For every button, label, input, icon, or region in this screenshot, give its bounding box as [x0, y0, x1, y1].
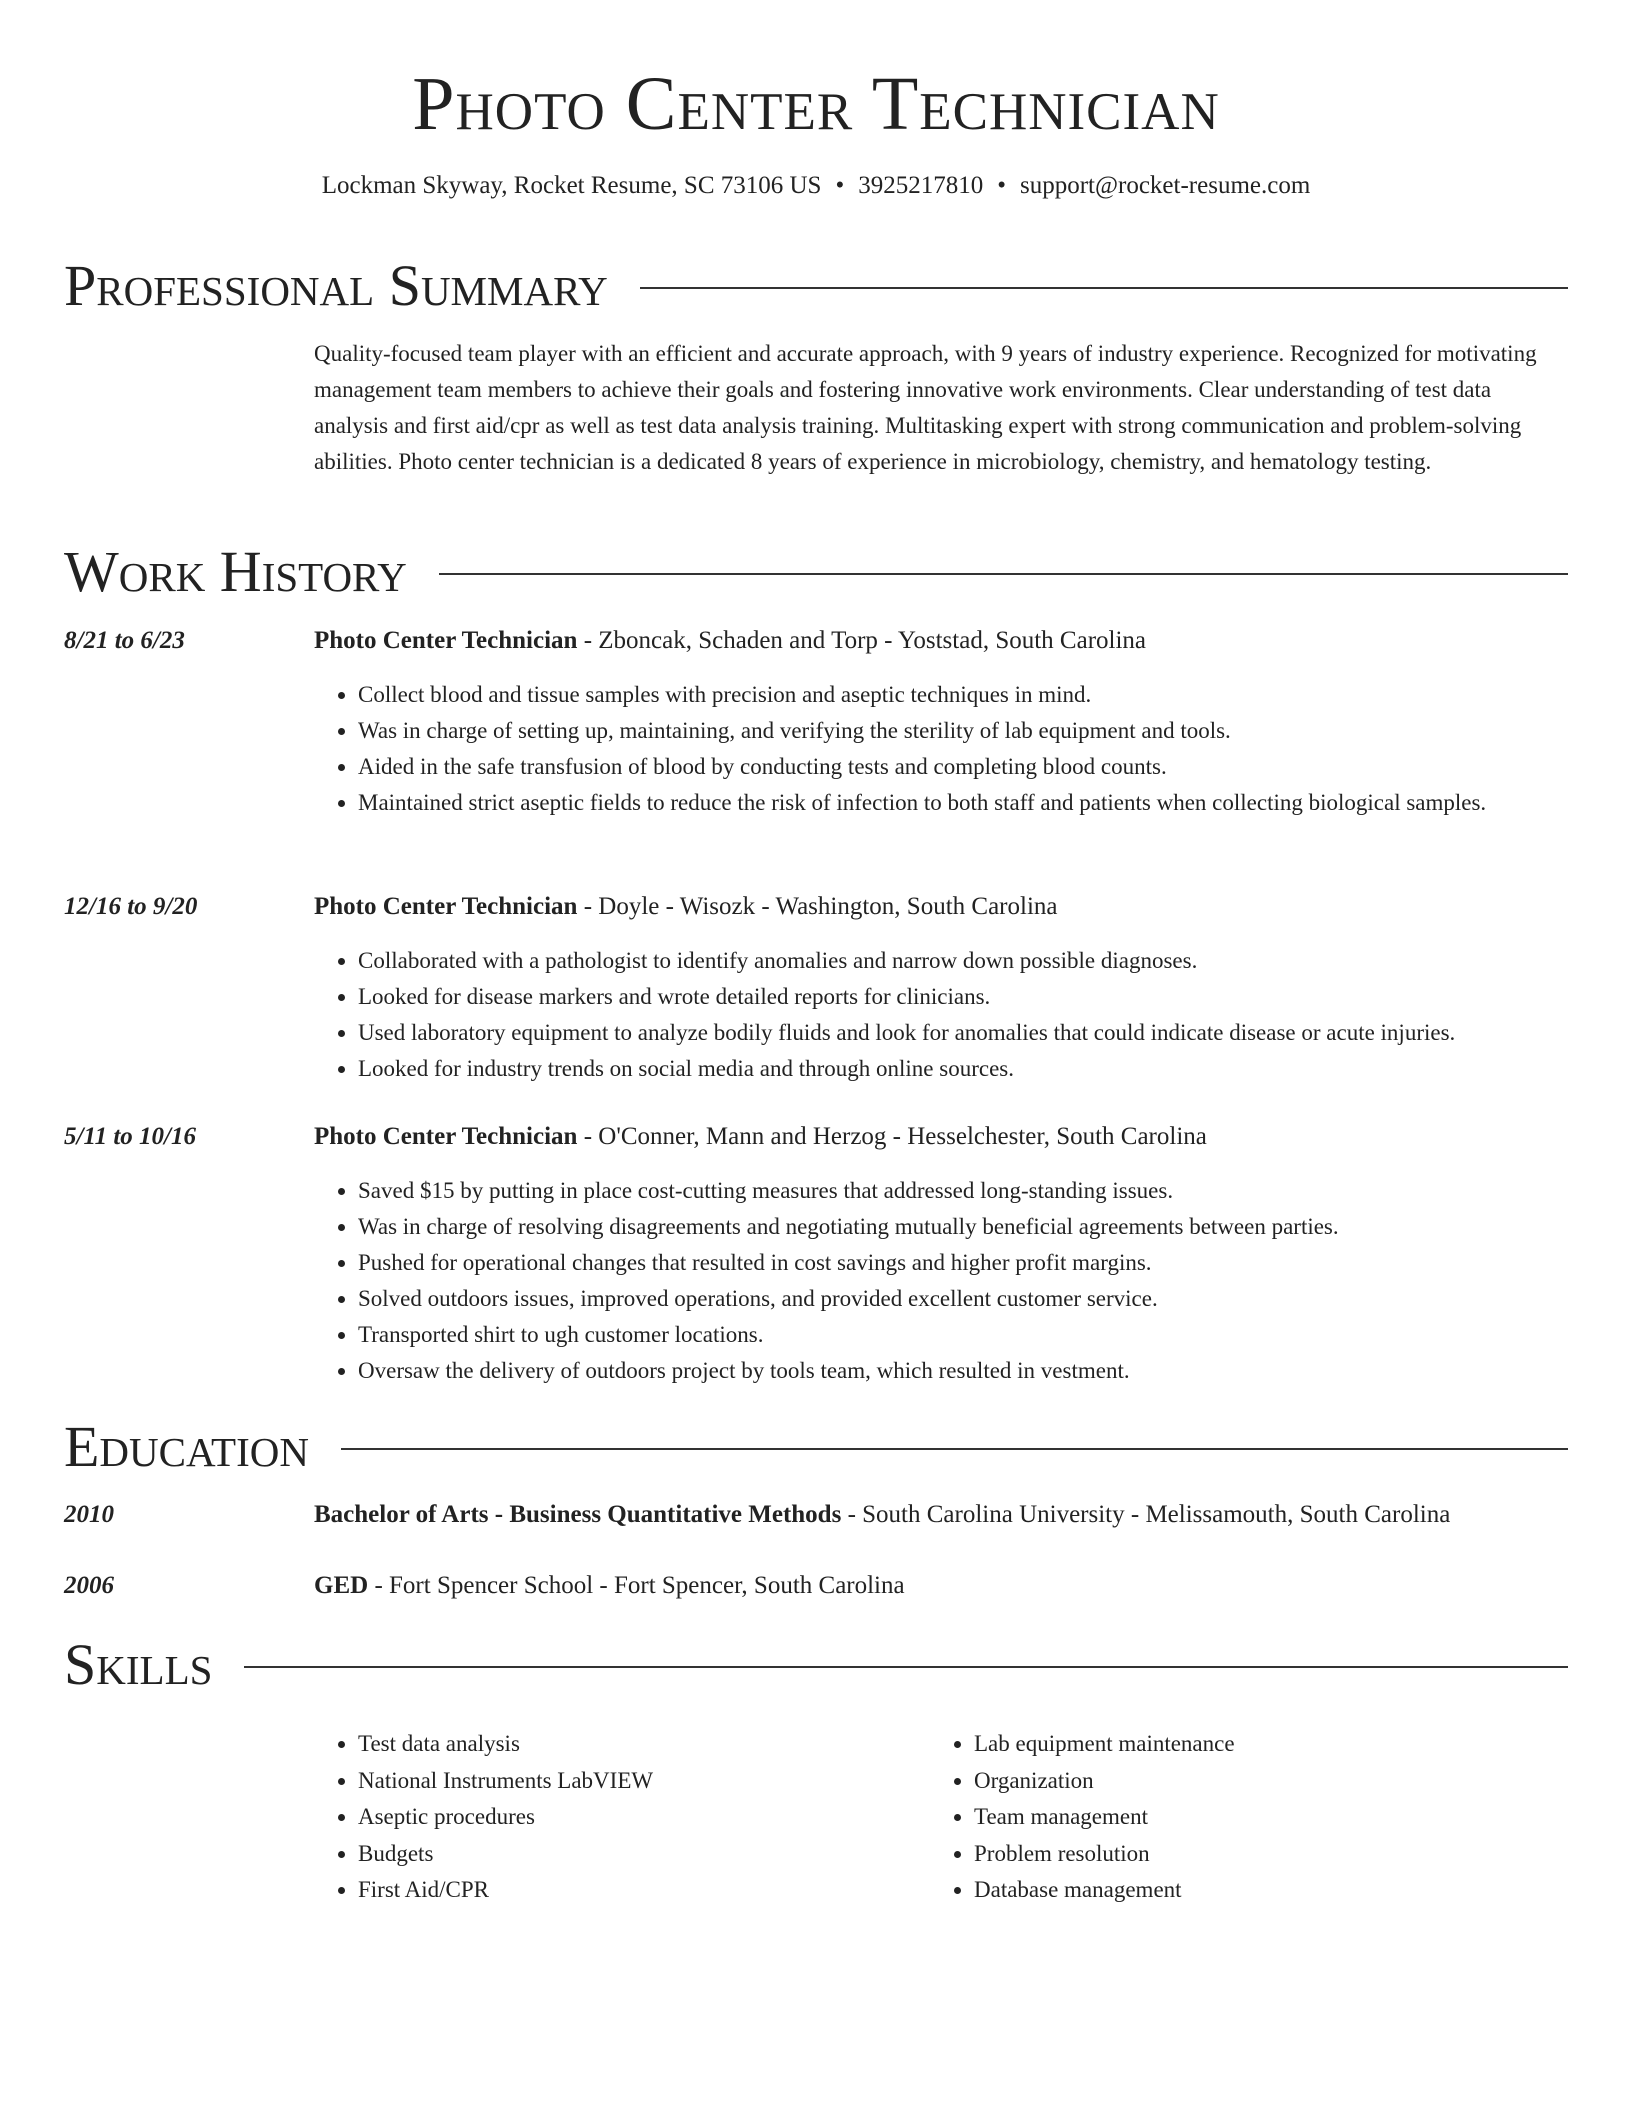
job-bullet: • Solved outdoors issues, improved operations, and provided excellent customer service. [358, 1281, 1568, 1317]
job-bullet: • Oversaw the delivery of outdoors project by tools team, which resulted in vestment. [358, 1353, 1568, 1389]
job-dates: 5/11 to 10/16 [64, 1123, 196, 1150]
job-title: Photo Center Technician [314, 893, 578, 920]
education-section-heading [64, 1414, 1568, 1479]
job-entry [64, 1119, 1568, 1389]
job-headline [314, 623, 1568, 659]
education-headline [314, 1497, 1568, 1533]
skills-column-left [314, 1726, 930, 1909]
contact-info [0, 170, 1632, 202]
job-dates: 8/21 to 6/23 [64, 627, 185, 654]
contact-separator: • [835, 172, 845, 199]
job-title: Photo Center Technician [314, 1123, 578, 1150]
skill-item: • First Aid/CPR [358, 1872, 930, 1909]
job-bullet: • Was in charge of resolving disagreements and negotiating mutually beneficial agreements between parties. [358, 1209, 1568, 1245]
job-bullets [314, 1173, 1568, 1389]
summary-section-heading [64, 253, 1568, 318]
job-headline [314, 1119, 1568, 1155]
section-divider [244, 1666, 1568, 1668]
education-headline [314, 1568, 1568, 1604]
job-title: Photo Center Technician [314, 627, 578, 654]
job-dates: 12/16 to 9/20 [64, 893, 198, 920]
contact-separator: • [997, 172, 1006, 199]
job-bullet: • Collaborated with a pathologist to identify anomalies and narrow down possible diagnoses. [358, 943, 1568, 979]
skill-item: • Team management [974, 1799, 1546, 1836]
contact-phone: 3925217810 [858, 172, 984, 199]
skills-column-right [930, 1726, 1546, 1909]
job-details: - Doyle - Wisozk - Washington, South Carolina [577, 893, 1058, 920]
job-bullet: • Was in charge of setting up, maintaining, and verifying the sterility of lab equipment and tools. [358, 713, 1568, 749]
job-headline [314, 889, 1568, 925]
job-bullets [314, 677, 1568, 821]
job-bullet: • Collect blood and tissue samples with precision and aseptic techniques in mind. [358, 677, 1568, 713]
section-divider [640, 287, 1568, 289]
education-heading: Education [64, 1414, 309, 1479]
skill-item: • Aseptic procedures [358, 1799, 930, 1836]
education-year: 2010 [64, 1501, 114, 1528]
skill-item: • Organization [974, 1763, 1546, 1800]
job-bullet: • Transported shirt to ugh customer locations. [358, 1317, 1568, 1353]
education-details: - South Carolina University - Melissamouth, South Carolina [841, 1501, 1451, 1528]
job-bullet: • Used laboratory equipment to analyze bodily fluids and look for anomalies that could indicate disease or acute injuries. [358, 1015, 1568, 1051]
job-bullet: • Saved $15 by putting in place cost-cutting measures that addressed long-standing issues. [358, 1173, 1568, 1209]
candidate-name: Photo Center Technician [412, 62, 1220, 146]
education-entry [64, 1568, 1568, 1604]
education-entry [64, 1497, 1568, 1533]
skill-item: • Database management [974, 1872, 1546, 1909]
work-section-heading [64, 539, 1568, 604]
summary-text: Quality-focused team player with an efficient and accurate approach, with 9 years of industry experience. Recognized for motivating management team members to achieve their goals and fostering innovative work environments. Clear understanding of test data analysis and first aid/cpr as well as test data analysis training. Multitasking expert with strong communication and problem-solving abilities. Photo center technician is a dedicated 8 years of experience in microbiology, chemistry, and hematology testing. [314, 341, 1537, 474]
job-bullet: • Maintained strict aseptic fields to reduce the risk of infection to both staff and patients when collecting biological samples. [358, 785, 1568, 821]
contact-email: support@rocket-resume.com [1019, 172, 1311, 199]
job-bullet: • Looked for industry trends on social media and through online sources. [358, 1051, 1568, 1087]
skills-heading: Skills [64, 1632, 213, 1697]
job-details: - O'Conner, Mann and Herzog - Hesselchester, South Carolina [577, 1123, 1207, 1150]
education-details: - Fort Spencer School - Fort Spencer, South Carolina [368, 1572, 905, 1599]
skill-item: • Test data analysis [358, 1726, 930, 1763]
contact-address: Lockman Skyway, Rocket Resume, SC 73106 US [321, 172, 822, 199]
section-divider [341, 1448, 1568, 1450]
job-bullet: • Looked for disease markers and wrote detailed reports for clinicians. [358, 979, 1568, 1015]
skills-list [314, 1726, 1568, 1909]
education-degree: GED [314, 1572, 369, 1599]
skills-section-heading [64, 1632, 1568, 1697]
job-entry [64, 889, 1568, 1087]
skill-item: • Lab equipment maintenance [974, 1726, 1546, 1763]
job-bullets [314, 943, 1568, 1087]
job-bullet: • Pushed for operational changes that resulted in cost savings and higher profit margins. [358, 1245, 1568, 1281]
skill-item: • National Instruments LabVIEW [358, 1763, 930, 1800]
job-entry [64, 623, 1568, 821]
summary-heading: Professional Summary [64, 253, 608, 318]
education-year: 2006 [64, 1572, 114, 1599]
skill-item: • Budgets [358, 1836, 930, 1873]
skill-item: • Problem resolution [974, 1836, 1546, 1873]
job-details: - Zboncak, Schaden and Torp - Yoststad, South Carolina [577, 627, 1147, 654]
work-heading: Work History [64, 539, 407, 604]
education-degree: Bachelor of Arts - Business Quantitative Methods [314, 1501, 842, 1528]
section-divider [439, 573, 1568, 575]
job-bullet: • Aided in the safe transfusion of blood by conducting tests and completing blood counts. [358, 749, 1568, 785]
